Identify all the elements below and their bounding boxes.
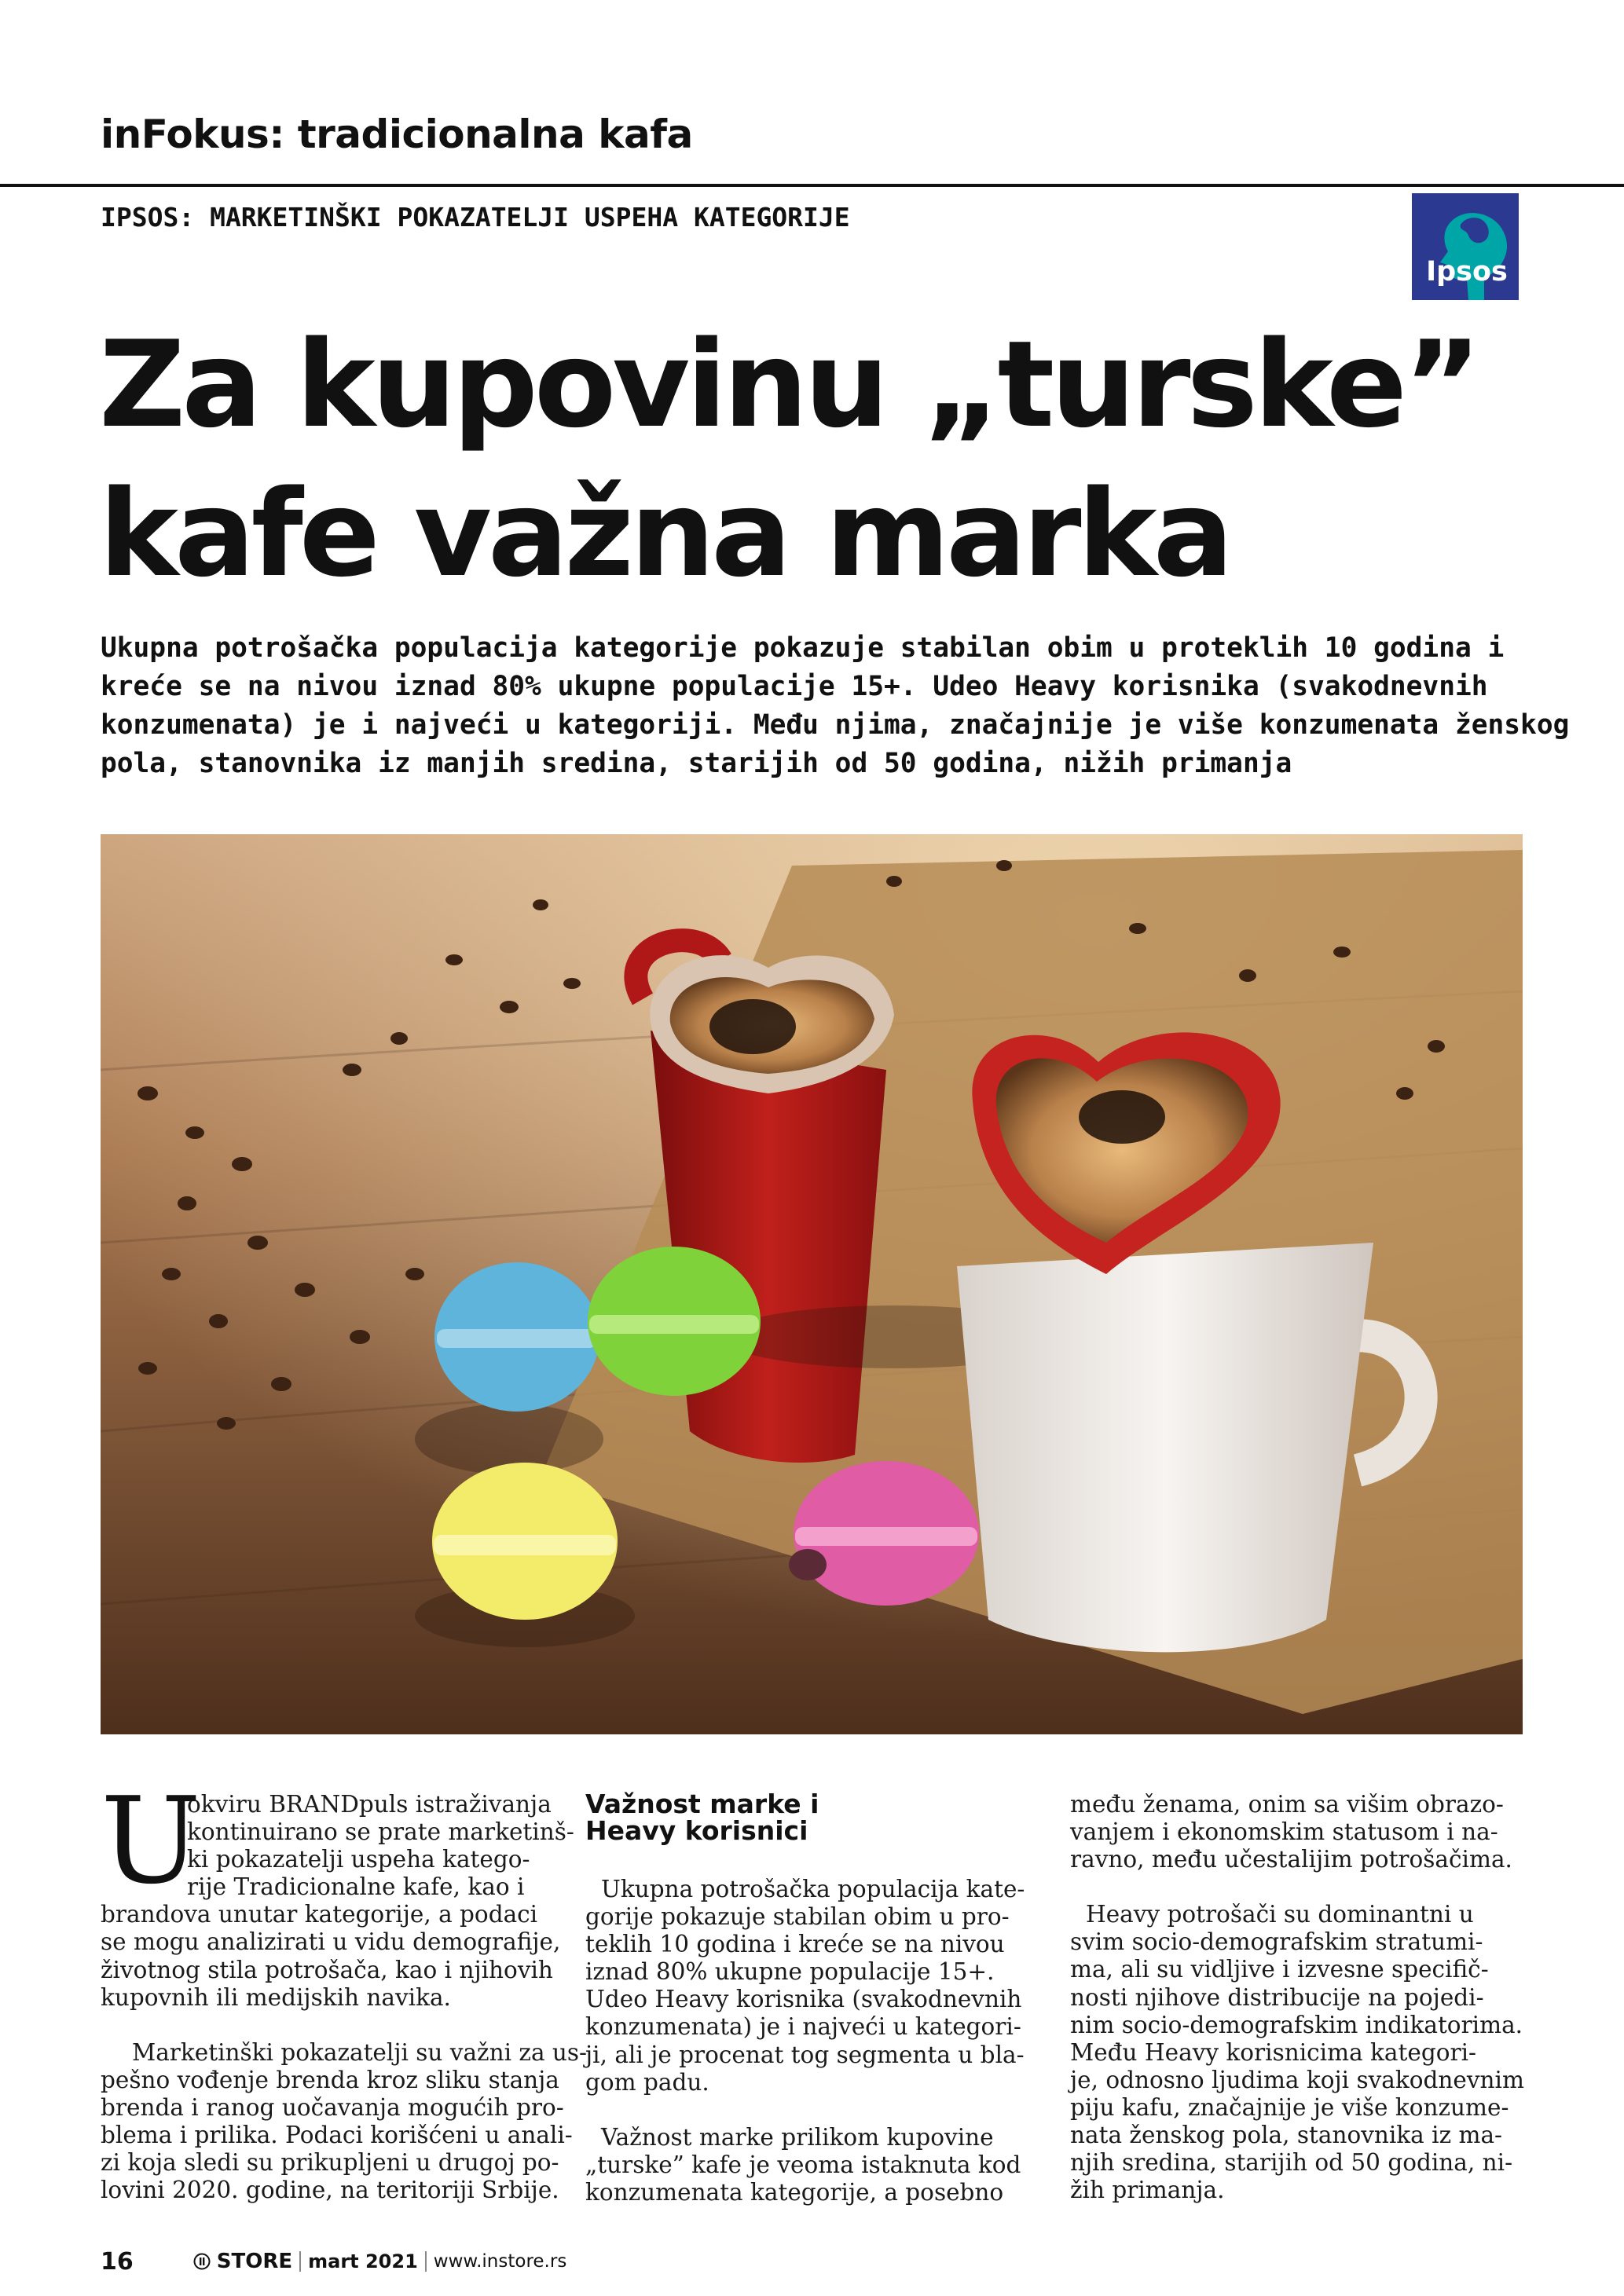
- text-line: „turske” kafe je veoma istaknuta kod: [585, 2151, 1021, 2178]
- text-line: okviru BRANDpuls istraživanja: [187, 1791, 552, 1818]
- website: www.instore.rs: [433, 2251, 567, 2272]
- text-line: gom padu.: [585, 2068, 709, 2096]
- lead-line: kreće se na nivou iznad 80% ukupne populacije 15+. Udeo Heavy korisnika (svakodnevnih: [101, 671, 1488, 702]
- text-line: nim socio-demografskim indikatorima.: [1070, 2011, 1523, 2038]
- lead-line: konzumenata) je i najveći u kategoriji. Među njima, značajnije je više konzumenata ženskog: [101, 709, 1570, 741]
- section-title: inFokus: tradicionalna kafa: [101, 112, 693, 157]
- text-line: ravno, među učestalijim potrošačima.: [1070, 1846, 1512, 1873]
- ipsos-logo: [1412, 193, 1519, 300]
- body-column-2: [585, 1791, 1025, 2206]
- text-line: kontinuirano se prate marketinš-: [187, 1818, 574, 1846]
- text-line: među ženama, onim sa višim obrazo-: [1070, 1791, 1504, 1818]
- text-line: žih primanja.: [1070, 2177, 1225, 2204]
- text-line: ma, ali su vidljive i izvesne specifič-: [1070, 1956, 1489, 1983]
- instore-logo-icon: [193, 2253, 211, 2270]
- text-line: teklih 10 godina i kreće se na nivou: [585, 1931, 1005, 1958]
- text-line: gorije pokazuje stabilan obim u pro-: [585, 1903, 1010, 1931]
- text-line: vanjem i ekonomskim statusom i na-: [1070, 1818, 1498, 1846]
- text-line: lovini 2020. godine, na teritoriji Srbije.: [101, 2177, 559, 2204]
- text-line: Marketinški pokazatelji su važni za us-: [132, 2038, 588, 2066]
- text-line: se mogu analizirati u vidu demografije,: [101, 1928, 561, 1956]
- text-line: Udeo Heavy korisnika (svakodnevnih: [585, 1986, 1022, 2013]
- footer-separator: [299, 2251, 301, 2272]
- dropcap: U: [101, 1771, 202, 1910]
- body-column-1: [101, 1771, 588, 2204]
- footer-separator: [425, 2251, 427, 2272]
- text-line: životnog stila potrošača, kao i njihovih: [101, 1956, 553, 1983]
- lead-paragraph: [101, 629, 1570, 783]
- kicker: IPSOS: MARKETINŠKI POKAZATELJI USPEHA KATEGORIJE: [101, 202, 850, 233]
- text-line: konzumenata kategorije, a posebno: [585, 2178, 1004, 2206]
- page-footer: [101, 2247, 567, 2276]
- text-line: brandova unutar kategorije, a podaci: [101, 1901, 538, 1928]
- text-line: iznad 80% ukupne populacije 15+.: [585, 1958, 995, 1986]
- magazine-name: STORE: [216, 2250, 293, 2273]
- subhead-line: Heavy korisnici: [585, 1815, 808, 1846]
- headline: [99, 310, 1560, 609]
- text-line: Važnost marke prilikom kupovine: [601, 2123, 994, 2151]
- headline-line: kafe važna marka: [99, 464, 1230, 603]
- text-line: svim socio-demografskim stratumi-: [1070, 1928, 1483, 1956]
- coffee-photo: [101, 834, 1523, 1734]
- text-line: njih sredina, starijih od 50 godina, ni-: [1070, 2149, 1513, 2177]
- text-line: konzumenata) je i najveći u kategori-: [585, 2013, 1021, 2041]
- subhead: [585, 1791, 1025, 1844]
- page-number: 16: [101, 2247, 134, 2276]
- text-line: rije Tradicionalne kafe, kao i: [187, 1873, 525, 1901]
- body-column-3: [1070, 1791, 1524, 2204]
- text-line: Ukupna potrošačka populacija kate-: [601, 1876, 1025, 1902]
- headline-line: Za kupovinu „turske”: [99, 315, 1478, 454]
- lead-line: pola, stanovnika iz manjih sredina, starijih od 50 godina, nižih primanja: [101, 748, 1292, 779]
- text-line: nata ženskog pola, stanovnika iz ma-: [1070, 2122, 1503, 2149]
- ipsos-logo-text: Ipsos: [1426, 256, 1508, 287]
- text-line: nosti njihove distribucije na pojedi-: [1070, 1983, 1484, 2011]
- text-line: ji, ali je procenat tog segmenta u bla-: [585, 2041, 1025, 2068]
- header-rule: [0, 184, 1624, 187]
- text-line: brenda i ranog uočavanja mogućih pro-: [101, 2093, 564, 2121]
- text-line: Heavy potrošači su dominantni u: [1086, 1901, 1474, 1928]
- lead-line: Ukupna potrošačka populacija kategorije pokazuje stabilan obim u proteklih 10 godina i: [101, 632, 1505, 664]
- coffee-cups-macarons-image: [101, 834, 1523, 1734]
- text-line: kupovnih ili medijskih navika.: [101, 1983, 451, 2011]
- subhead-line: Važnost marke i: [585, 1789, 819, 1819]
- text-line: je, odnosno ljudima koji svakodnevnim: [1070, 2066, 1524, 2093]
- text-line: pešno vođenje brenda kroz sliku stanja: [101, 2066, 559, 2093]
- issue-date: mart 2021: [308, 2250, 418, 2272]
- text-line: blema i prilika. Podaci korišćeni u anali-: [101, 2122, 573, 2149]
- text-line: zi koja sledi su prikupljeni u drugoj po-: [101, 2149, 559, 2177]
- text-line: piju kafu, značajnije je više konzume-: [1070, 2093, 1509, 2121]
- text-line: Među Heavy korisnicima kategori-: [1070, 2038, 1476, 2066]
- text-line: ki pokazatelji uspeha katego-: [187, 1846, 530, 1873]
